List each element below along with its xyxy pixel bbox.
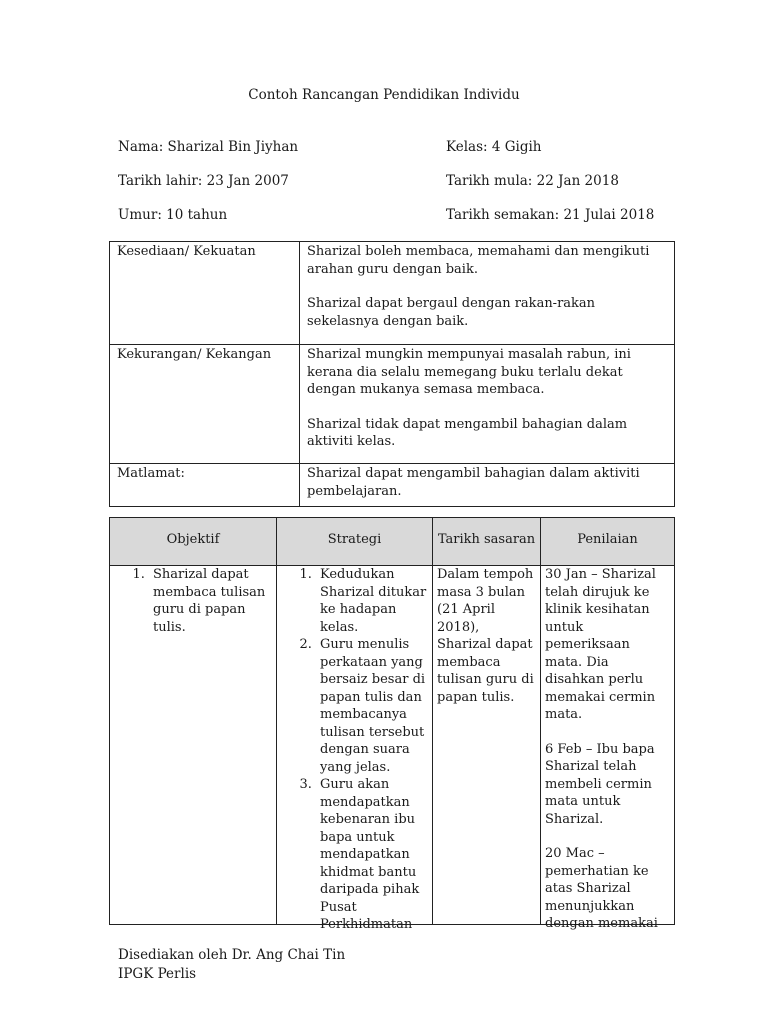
tarikh-sasaran-text: Dalam tempoh masa 3 bulan (21 April 2018), Sharizal dapat membaca tulisan guru di papan tulis. <box>437 567 534 705</box>
plan-body-row <box>110 566 675 925</box>
header-strategi-label: Strategi <box>327 532 382 547</box>
profile-label: Matlamat: <box>110 464 300 507</box>
objektif-item: 1. Sharizal dapat membaca tulisan guru di papan tulis. <box>149 566 272 636</box>
strategi-cell <box>277 566 433 932</box>
penilaian-entry: 20 Mac – pemerhatian ke atas Sharizal menunjukkan dengan memakai <box>545 846 658 931</box>
profile-label: Kesediaan/ Kekuatan <box>110 242 300 345</box>
profile-label: Kekurangan/ Kekangan <box>110 345 300 464</box>
penilaian-entry: 30 Jan – Sharizal telah dirujuk ke klinik kesihatan untuk pemeriksaan mata. Dia disahkan perlu memakai cermin mata. <box>545 567 656 722</box>
tarikh-semakan-field: Tarikh semakan: 21 Julai 2018 <box>446 207 655 223</box>
footer <box>118 946 345 984</box>
kelas-field: Kelas: 4 Gigih <box>446 139 542 155</box>
profile-paragraph: Sharizal mungkin mempunyai masalah rabun, ini kerana dia selalu memegang buku terlalu dekat dengan mukanya semasa membaca. <box>307 347 631 397</box>
header-penilaian <box>541 518 675 566</box>
profile-row-kekuatan <box>110 242 675 345</box>
penilaian-entry: 6 Feb – Ibu bapa Sharizal telah membeli cermin mata untuk Sharizal. <box>545 741 655 827</box>
profile-paragraph: Sharizal dapat bergaul dengan rakan-rakan sekelasnya dengan baik. <box>307 296 596 329</box>
header-tarikh-sasaran <box>433 518 541 566</box>
profile-paragraph: Sharizal boleh membaca, memahami dan mengikuti arahan guru dengan baik. <box>307 244 650 277</box>
tarikh-lahir-field: Tarikh lahir: 23 Jan 2007 <box>118 173 289 189</box>
strategi-item: 1. Kedudukan Sharizal ditukar ke hadapan kelas. <box>316 566 428 636</box>
profile-paragraph: Sharizal dapat mengambil bahagian dalam aktiviti pembelajaran. <box>307 466 640 499</box>
profile-content <box>300 345 675 464</box>
profile-content <box>300 464 675 507</box>
document-title: Contoh Rancangan Pendidikan Individu <box>248 87 520 103</box>
header-strategi <box>277 518 433 566</box>
header-penilaian-label: Penilaian <box>577 532 638 547</box>
profile-paragraph: Sharizal tidak dapat mengambil bahagian dalam aktiviti kelas. <box>307 416 628 449</box>
header-objektif <box>110 518 277 566</box>
objektif-list <box>114 566 272 636</box>
profile-table <box>109 241 675 507</box>
penilaian-cell <box>541 566 675 931</box>
objektif-cell <box>110 566 277 925</box>
umur-field: Umur: 10 tahun <box>118 207 228 223</box>
header-tarikh-sasaran-label: Tarikh sasaran <box>437 532 536 547</box>
strategi-item: 2. Guru menulis perkataan yang bersaiz besar di papan tulis dan membacanya tulisan tersebut dengan suara yang jelas. <box>316 636 428 776</box>
header-objektif-label: Objektif <box>166 532 220 547</box>
tarikh-sasaran-cell <box>433 566 541 925</box>
profile-content <box>300 242 675 345</box>
tarikh-mula-field: Tarikh mula: 22 Jan 2018 <box>446 173 619 189</box>
plan-header-row <box>110 518 675 566</box>
institution: IPGK Perlis <box>118 966 197 982</box>
plan-table <box>109 517 675 932</box>
profile-row-kekurangan <box>110 345 675 464</box>
profile-row-matlamat <box>110 464 675 507</box>
nama-field: Nama: Sharizal Bin Jiyhan <box>118 139 299 155</box>
strategi-item: 3. Guru akan mendapatkan kebenaran ibu bapa untuk mendapatkan khidmat bantu daripada pihak Pusat Perkhidmatan <box>316 776 428 934</box>
strategi-list <box>281 566 428 934</box>
prepared-by: Disediakan oleh Dr. Ang Chai Tin <box>118 947 346 963</box>
